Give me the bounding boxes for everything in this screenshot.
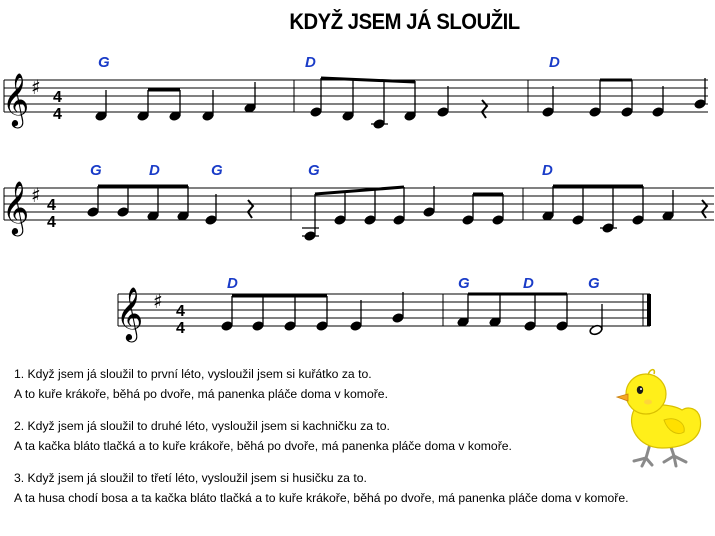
staff-1 [4,80,708,112]
chord-label: D [549,54,560,71]
chord-label: G [588,275,600,292]
final-barline [647,294,651,326]
sharp-icon: ♯ [31,183,41,207]
svg-text:4: 4 [53,106,62,123]
verse-1 [14,364,654,404]
time-signature [176,303,185,337]
svg-text:4: 4 [176,320,185,337]
treble-clef-icon: 𝄞 [2,72,30,126]
chord-label: D [227,275,238,292]
time-signature [47,197,56,231]
chord-label: G [308,162,320,179]
lyric-line: 1. Když jsem já sloužil to první léto, vysloužil jsem si kuřátko za to. [14,367,372,381]
notes-staff-2 [87,186,707,241]
staff-3 [118,294,650,326]
svg-text:4: 4 [47,214,56,231]
song-title: KDYŽ JSEM JÁ SLOUŽIL [289,9,520,34]
verse-2 [14,416,654,456]
chord-label: D [149,162,160,179]
lyric-line: A to kuře krákoře, běhá po dvoře, má panenka pláče doma v komoře. [14,387,388,401]
time-signature [53,89,62,123]
verse-3 [14,468,654,508]
lyrics-block [14,364,654,520]
lyric-line: A ta kačka bláto tlačká a to kuře krákoře, běhá po dvoře, má panenka pláče doma v komoře. [14,439,512,453]
staff-2 [4,188,714,220]
chord-label: G [98,54,110,71]
chord-label: G [211,162,223,179]
svg-text:4: 4 [176,303,185,320]
sharp-icon: ♯ [153,289,163,313]
chord-label: D [305,54,316,71]
chord-label: G [458,275,470,292]
treble-clef-icon: 𝄞 [2,180,30,234]
notes-staff-3 [221,292,603,336]
chord-label: D [542,162,553,179]
lyric-line: 2. Když jsem já sloužil to druhé léto, vysloužil jsem si kachničku za to. [14,419,390,433]
treble-clef-icon: 𝄞 [116,286,144,340]
svg-text:4: 4 [47,197,56,214]
svg-text:4: 4 [53,89,62,106]
sharp-icon: ♯ [31,75,41,99]
lyric-line: A ta husa chodí bosa a ta kačka bláto tlačká a to kuře krákoře, běhá po dvoře, má panenka pláče doma v komoře. [14,491,629,505]
lyric-line: 3. Když jsem já sloužil to třetí léto, vysloužil jsem si husičku za to. [14,471,367,485]
chick-icon [612,366,712,470]
chord-label: D [523,275,534,292]
chord-label: G [90,162,102,179]
